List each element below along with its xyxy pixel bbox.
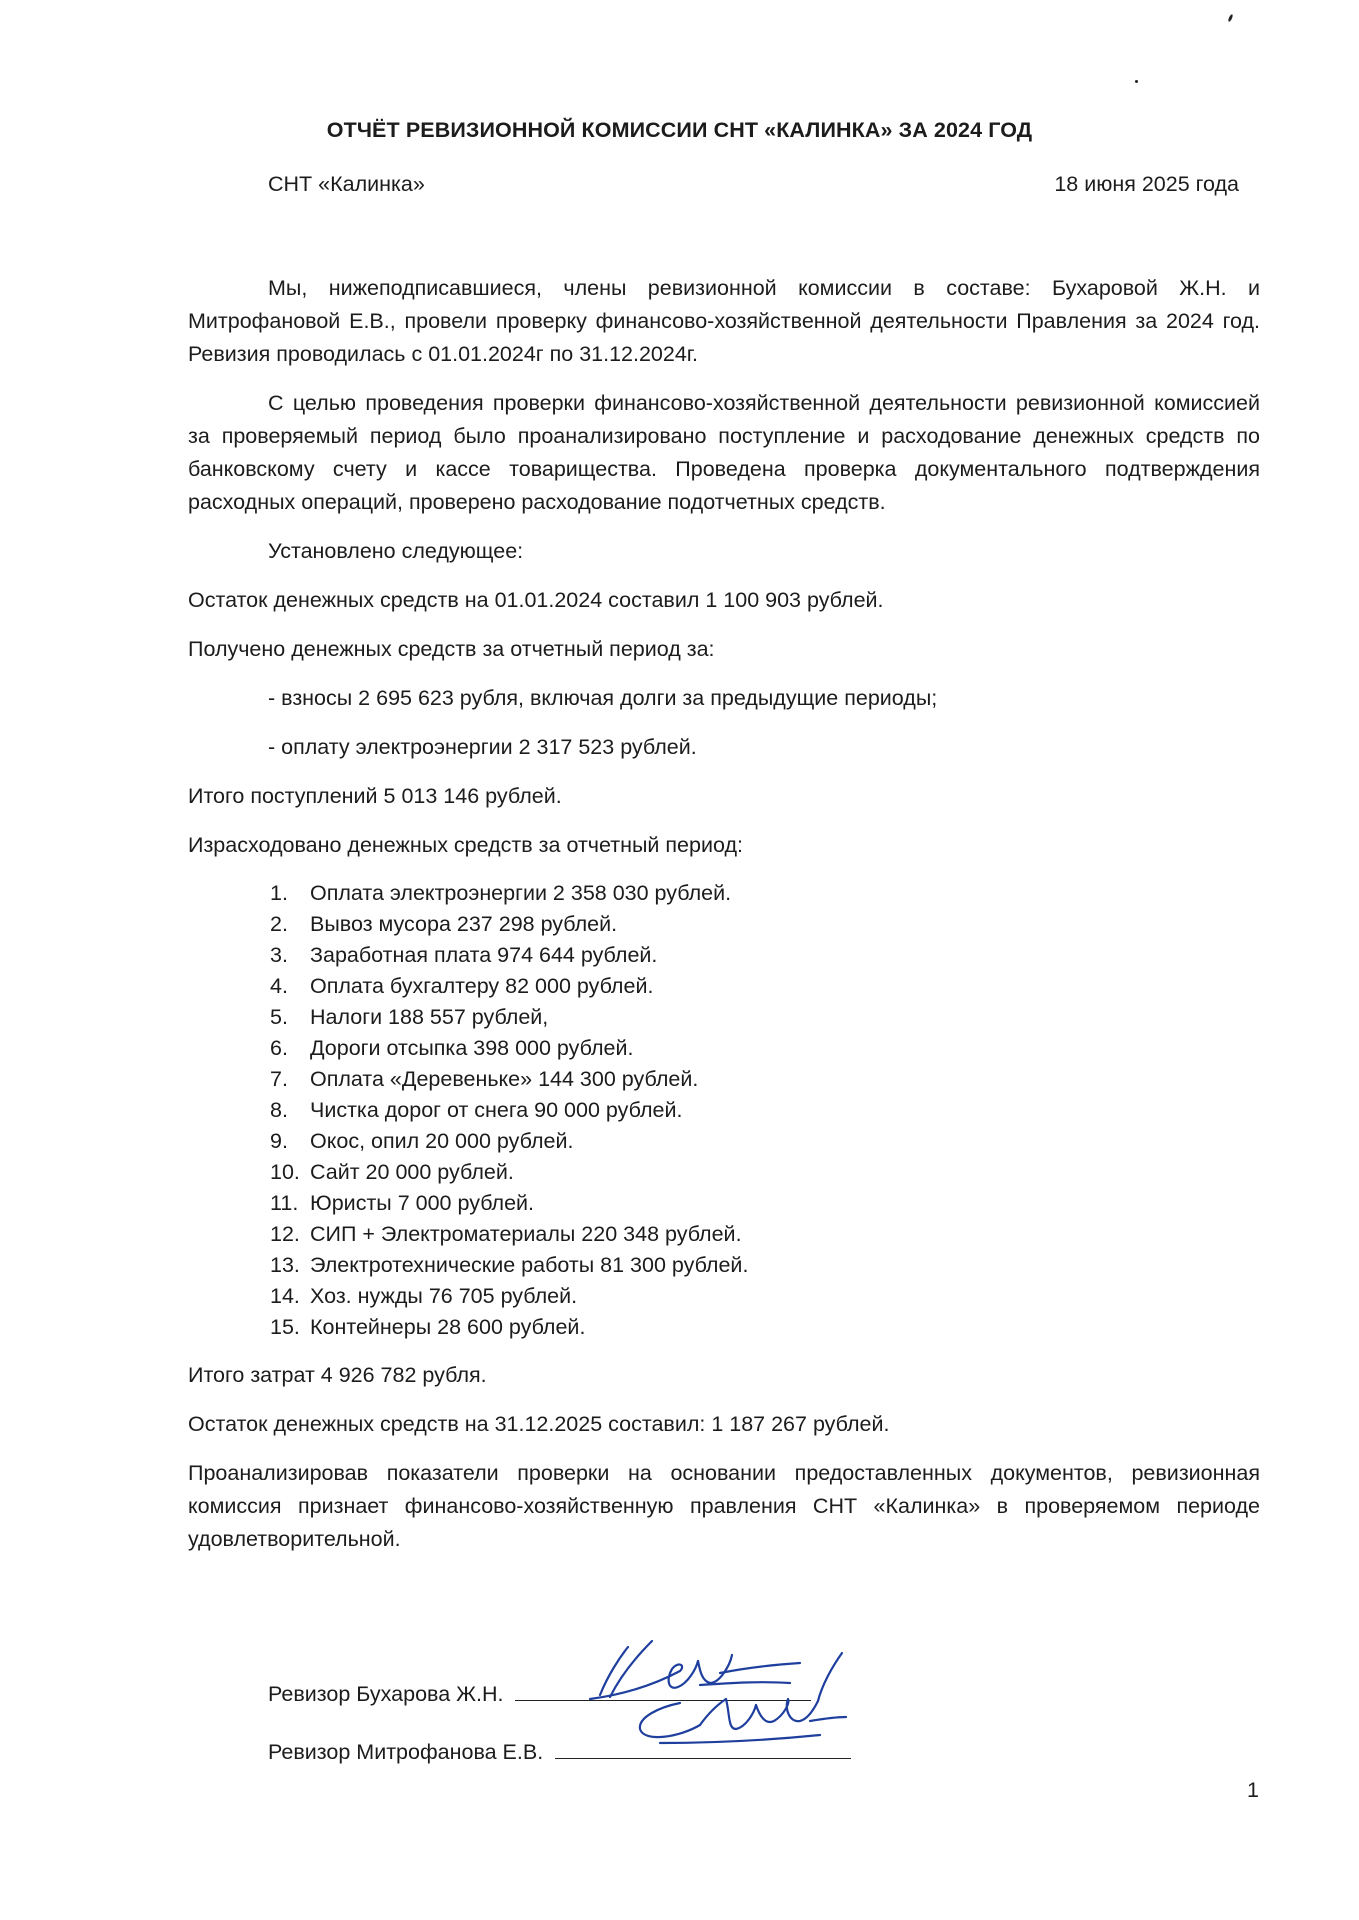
- list-item: [188, 1033, 1260, 1064]
- list-item-text: Юристы 7 000 рублей.: [310, 1191, 535, 1215]
- list-item: [188, 1281, 1260, 1312]
- document-date: 18 июня 2025 года: [1054, 172, 1239, 196]
- list-item-text: Налоги 188 557 рублей,: [310, 1005, 549, 1029]
- received-header: Получено денежных средств за отчетный период за:: [188, 637, 715, 661]
- list-item-number: 3.: [270, 943, 288, 967]
- list-item-text: Дороги отсыпка 398 000 рублей.: [310, 1036, 634, 1060]
- closing-balance: Остаток денежных средств на 31.12.2025 составил: 1 187 267 рублей.: [188, 1412, 890, 1436]
- list-item-text: Оплата бухгалтеру 82 000 рублей.: [310, 974, 654, 998]
- scope-paragraph: С целью проведения проверки финансово-хозяйственной деятельности ревизионной комиссией за проверяемый период было проанализировано поступление и расходование денежных средств по банковскому счету и кассе товарищества. Проведена проверка документального подтверждения расходных операций, проверено расходование подотчетных средств.: [188, 391, 1260, 514]
- list-item-number: 7.: [270, 1067, 288, 1091]
- list-item-text: Электротехнические работы 81 300 рублей.: [310, 1253, 749, 1277]
- list-item-text: Оплата «Деревеньке» 144 300 рублей.: [310, 1067, 699, 1091]
- list-item-number: 4.: [270, 974, 288, 998]
- list-item-number: 13.: [270, 1253, 300, 1277]
- list-item-number: 5.: [270, 1005, 288, 1029]
- spent-header: Израсходовано денежных средств за отчетный период:: [188, 833, 743, 857]
- list-item-text: Сайт 20 000 рублей.: [310, 1160, 514, 1184]
- list-item-number: 14.: [270, 1284, 300, 1308]
- scan-speck: [1135, 80, 1138, 83]
- established-line: Установлено следующее:: [268, 539, 524, 563]
- list-item: [188, 1126, 1260, 1157]
- signer-name: Ревизор Бухарова Ж.Н.: [268, 1682, 504, 1706]
- list-item: [188, 1312, 1260, 1343]
- list-item-text: Контейнеры 28 600 рублей.: [310, 1315, 586, 1339]
- list-item-text: Оплата электроэнергии 2 358 030 рублей.: [310, 881, 732, 905]
- list-item-text: СИП + Электроматериалы 220 348 рублей.: [310, 1222, 742, 1246]
- list-item: [188, 971, 1260, 1002]
- list-item-number: 1.: [270, 881, 288, 905]
- list-item: [188, 1002, 1260, 1033]
- list-item-number: 11.: [270, 1191, 299, 1215]
- list-item-number: 10.: [270, 1160, 300, 1184]
- conclusion-paragraph: Проанализировав показатели проверки на основании предоставленных документов, ревизионная комиссия признает финансово-хозяйственную правления СНТ «Калинка» в проверяемом периоде удовлетворительной.: [188, 1461, 1260, 1551]
- signer-name: Ревизор Митрофанова Е.В.: [268, 1740, 544, 1764]
- list-item: [188, 1188, 1260, 1219]
- list-item: [188, 1250, 1260, 1281]
- scan-speck: [1227, 14, 1233, 23]
- expenses-list: [188, 878, 1260, 1343]
- list-item-text: Чистка дорог от снега 90 000 рублей.: [310, 1098, 683, 1122]
- page-number: 1: [1247, 1778, 1259, 1802]
- list-item-text: Окос, опил 20 000 рублей.: [310, 1129, 574, 1153]
- organization-name: СНТ «Калинка»: [268, 172, 425, 196]
- list-item-text: Хоз. нужды 76 705 рублей.: [310, 1284, 578, 1308]
- list-item-number: 9.: [270, 1129, 288, 1153]
- list-item-number: 12.: [270, 1222, 300, 1246]
- handwritten-signature: [560, 1625, 920, 1785]
- list-item: [188, 1064, 1260, 1095]
- list-item: [188, 1095, 1260, 1126]
- list-item: [188, 878, 1260, 909]
- document-title: ОТЧЁТ РЕВИЗИОННОЙ КОМИССИИ СНТ «КАЛИНКА» ЗА 2024 ГОД: [326, 118, 1033, 142]
- list-item-number: 2.: [270, 912, 288, 936]
- list-item: [188, 1157, 1260, 1188]
- list-item-number: 8.: [270, 1098, 288, 1122]
- received-item: - взносы 2 695 623 рубля, включая долги за предыдущие периоды;: [268, 686, 938, 710]
- received-item: - оплату электроэнергии 2 317 523 рублей.: [268, 735, 697, 759]
- list-item-text: Заработная плата 974 644 рублей.: [310, 943, 658, 967]
- list-item-number: 6.: [270, 1036, 288, 1060]
- intro-paragraph: Мы, нижеподписавшиеся, члены ревизионной комиссии в составе: Бухаровой Ж.Н. и Митрофановой Е.В., провели проверку финансово-хозяйственной деятельности Правления за 2024 год. Ревизия проводилась с 01.01.2024г по 31.12.2024г.: [188, 276, 1260, 366]
- list-item-text: Вывоз мусора 237 298 рублей.: [310, 912, 618, 936]
- list-item: [188, 940, 1260, 971]
- total-spent: Итого затрат 4 926 782 рубля.: [188, 1363, 487, 1387]
- list-item-number: 15.: [270, 1315, 300, 1339]
- list-item: [188, 909, 1260, 940]
- document-body: [188, 272, 1260, 1572]
- total-received: Итого поступлений 5 013 146 рублей.: [188, 784, 562, 808]
- list-item: [188, 1219, 1260, 1250]
- opening-balance: Остаток денежных средств на 01.01.2024 составил 1 100 903 рублей.: [188, 588, 884, 612]
